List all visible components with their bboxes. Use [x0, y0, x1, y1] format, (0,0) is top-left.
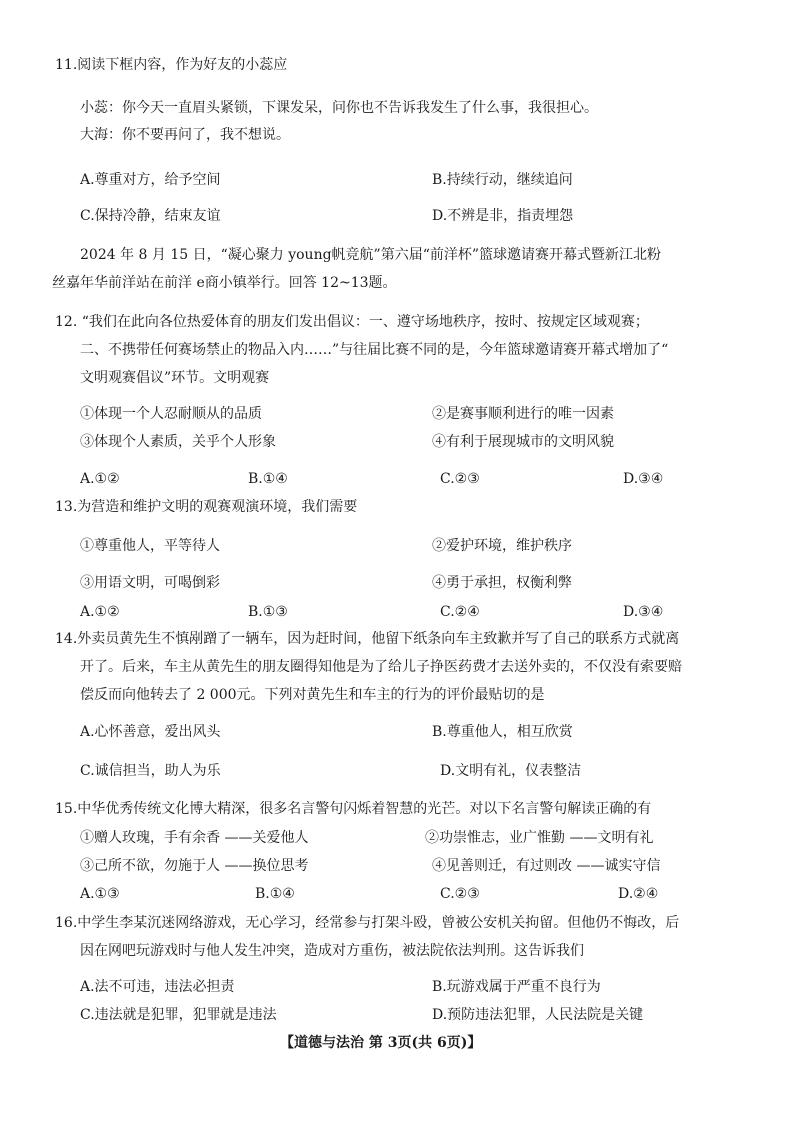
q13-statement-4: ④勇于承担，权衡利弊 [432, 575, 572, 591]
q14-option-c: C.诚信担当，助人为乐 [80, 763, 221, 779]
q12-stem-line-1: 12. “我们在此向各位热爱体育的朋友们发出倡议：一、遵守场地秩序，按时、按规定区域观赛； [55, 314, 649, 330]
q14-option-b: B.尊重他人，相互欣赏 [432, 724, 573, 740]
intro-line-2: 丝嘉年华前洋站在前洋 e商小镇举行。回答 12~13题。 [52, 275, 397, 291]
q12-statement-3: ③体现个人素质，关乎个人形象 [80, 434, 276, 450]
page-footer: 【道德与法治 第 3页(共 6页)】 [280, 1035, 482, 1051]
q12-statement-1: ①体现一个人忍耐顺从的品质 [80, 406, 262, 422]
q13-option-d: D.③④ [623, 604, 664, 620]
q15-option-c: C.②③ [440, 886, 480, 902]
q16-option-c: C.违法就是犯罪，犯罪就是违法 [80, 1007, 277, 1023]
q14-stem-line-1: 14.外卖员黄先生不慎剐蹭了一辆车，因为赶时间，他留下纸条向车主致歉并写了自己的联系方式就离 [55, 631, 680, 647]
q15-option-d: D.②④ [618, 886, 659, 902]
q14-option-d: D.文明有礼，仪表整洁 [440, 763, 582, 779]
q16-stem-line-1: 16.中学生李某沉迷网络游戏，无心学习，经常参与打架斗殴，曾被公安机关拘留。但他仍不悔改，后 [55, 915, 680, 931]
q13-option-b: B.①③ [248, 604, 288, 620]
q13-option-a: A.①② [80, 604, 120, 620]
q14-option-a: A.心怀善意，爱出风头 [80, 724, 221, 740]
q11-option-d: D.不辨是非，指责埋怨 [432, 208, 574, 224]
q12-option-d: D.③④ [623, 471, 664, 487]
q12-statement-4: ④有利于展现城市的文明风貌 [432, 434, 614, 450]
q16-option-b: B.玩游戏属于严重不良行为 [432, 979, 601, 995]
q13-statement-2: ②爱护环境，维护秩序 [432, 538, 572, 554]
q11-box-line-1: 小蕊：你今天一直眉头紧锁，下课发呆，问你也不告诉我发生了什么事，我很担心。 [80, 100, 598, 116]
q12-stem-line-3: 文明观赛倡议”环节。文明观赛 [80, 370, 270, 386]
q14-stem-line-3: 偿反而向他转去了 2 000元。下列对黄先生和车主的行为的评价最贴切的是 [80, 687, 545, 703]
q16-option-d: D.预防违法犯罪，人民法院是关键 [432, 1007, 644, 1023]
q12-option-b: B.①④ [248, 471, 288, 487]
q16-stem-line-2: 因在网吧玩游戏时与他人发生冲突，造成对方重伤，被法院依法判刑。这告诉我们 [80, 943, 584, 959]
q11-option-b: B.持续行动，继续追问 [432, 172, 573, 188]
q13-option-c: C.②④ [440, 604, 480, 620]
q12-option-c: C.②③ [440, 471, 480, 487]
q11-box-line-2: 大海：你不要再问了，我不想说。 [80, 127, 290, 143]
q15-stem: 15.中华优秀传统文化博大精深，很多名言警句闪烁着智慧的光芒。对以下名言警句解读正确的有 [55, 801, 652, 817]
q11-option-c: C.保持冷静，结束友谊 [80, 208, 221, 224]
q13-stem: 13.为营造和维护文明的观赛观演环境，我们需要 [55, 499, 358, 515]
q11-option-a: A.尊重对方，给予空间 [80, 172, 221, 188]
q15-statement-2: ②功崇惟志，业广惟勤 ——文明有礼 [425, 830, 654, 846]
q15-statement-3: ③己所不欲，勿施于人 ——换位思考 [80, 858, 309, 874]
intro-line-1: 2024 年 8 月 15 日，“凝心聚力 young帆竞航”第六届“前洋杯”篮球邀请赛开幕式暨新江北粉 [80, 247, 662, 263]
q15-statement-1: ①赠人玫瑰，手有余香 ——关爱他人 [80, 830, 309, 846]
q12-statement-2: ②是赛事顺利进行的唯一因素 [432, 406, 614, 422]
q16-option-a: A.法不可违，违法必担责 [80, 979, 235, 995]
q13-statement-1: ①尊重他人，平等待人 [80, 538, 220, 554]
q15-statement-4: ④见善则迁，有过则改 ——诚实守信 [432, 858, 661, 874]
q11-stem: 11.阅读下框内容，作为好友的小蕊应 [55, 57, 288, 73]
q15-option-b: B.①④ [255, 886, 295, 902]
q15-option-a: A.①③ [80, 886, 120, 902]
q13-statement-3: ③用语文明，可喝倒彩 [80, 575, 220, 591]
q14-stem-line-2: 开了。后来，车主从黄先生的朋友圈得知他是为了给儿子挣医药费才去送外卖的，不仅没有索要赔 [80, 659, 682, 675]
q12-option-a: A.①② [80, 471, 120, 487]
q12-stem-line-2: 二、不携带任何赛场禁止的物品入内……”与往届比赛不同的是，今年篮球邀请赛开幕式增加了“ [80, 342, 669, 358]
